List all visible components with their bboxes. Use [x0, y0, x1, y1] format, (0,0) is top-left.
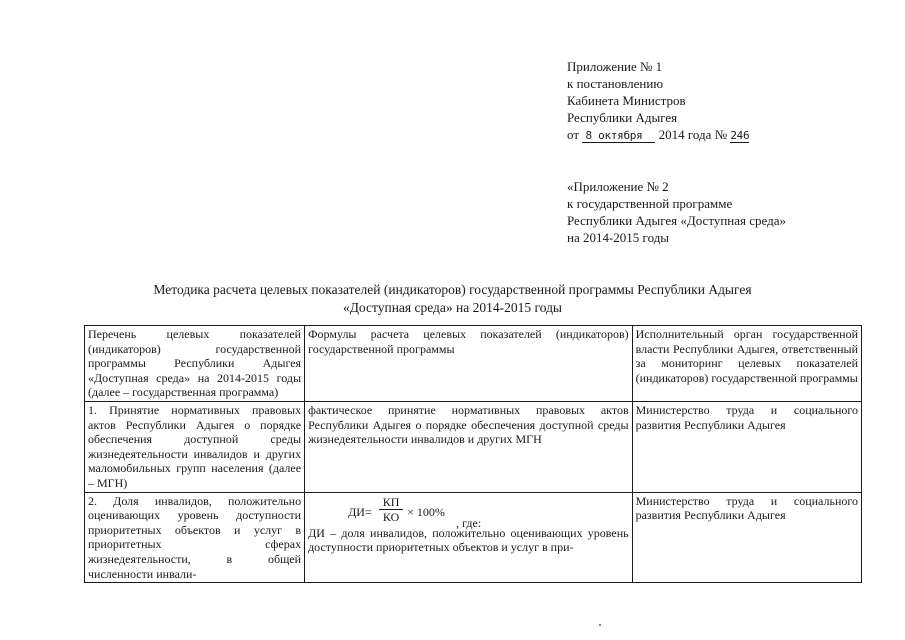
date-day-blank: [582, 128, 655, 143]
appendix-1-line3: Кабинета Министров: [567, 93, 686, 108]
document-title: [100, 281, 805, 317]
row2-formula-text: ДИ – доля инвалидов, положительно оценивающих уровень доступности приоритетных объектов и услуг в при-: [308, 525, 629, 555]
document-title-line1: Методика расчета целевых показателей (индикаторов) государственной программы Республики Адыгея: [153, 282, 752, 297]
row1-indicator: 1. Принятие нормативных правовых актов Республики Адыгея о порядке обеспечения доступной среды жизнедеятельности инвалидов и других маломобильных групп населения (далее – МГН): [85, 401, 305, 492]
date-day: 8 октября: [585, 129, 643, 142]
indicators-table: [84, 325, 862, 583]
formula-denominator: КО: [382, 509, 400, 524]
formula-rhs: × 100%: [407, 504, 445, 519]
row1-executor: Министерство труда и социального развития Республики Адыгея: [632, 401, 861, 492]
row2-formula-cell: [305, 492, 633, 583]
formula-lhs: ДИ=: [348, 504, 372, 519]
di-formula: [308, 494, 629, 530]
appendix-1-header: [567, 58, 749, 143]
header-formulas: Формулы расчета целевых показателей (индикаторов) государственной программы: [305, 326, 633, 402]
date-prefix: от: [567, 127, 580, 142]
table-row: [85, 492, 862, 583]
table-row: [85, 401, 862, 492]
appendix-2-line4: на 2014-2015 годы: [567, 230, 670, 245]
header-indicators: Перечень целевых показателей (индикаторов) государственной программы Республики Адыгея «Доступная среда» на 2014-2015 годы (далее – государственная программа): [85, 326, 305, 402]
appendix-1-date-line: [567, 126, 749, 143]
formula-fraction: [379, 496, 403, 524]
appendix-1-line4: Республики Адыгея: [567, 110, 678, 125]
scan-speck: [599, 624, 601, 626]
row1-formula: фактическое принятие нормативных правовых актов Республики Адыгея о порядке обеспечения доступной среды жизнедеятельности инвалидов и других МГН: [305, 401, 633, 492]
date-year: 2014 года №: [658, 127, 728, 142]
appendix-2-header: [567, 178, 786, 246]
appendix-2-line3: Республики Адыгея «Доступная среда»: [567, 213, 787, 228]
formula-numerator: КП: [379, 496, 403, 510]
appendix-2-title: «Приложение № 2: [567, 179, 669, 194]
number-blank: [730, 128, 749, 143]
document-title-line2: «Доступная среда» на 2014-2015 годы: [342, 300, 563, 315]
row2-executor: Министерство труда и социального развития Республики Адыгея: [632, 492, 861, 583]
appendix-1-line2: к постановлению: [567, 76, 664, 91]
decree-number: 246: [730, 129, 750, 142]
formula-where: , где:: [456, 515, 482, 530]
header-executor: Исполнительный орган государственной власти Республики Адыгея, ответственный за мониторинг целевых показателей (индикаторов) государственной программы: [632, 326, 861, 402]
appendix-1-title: Приложение № 1: [567, 59, 663, 74]
row2-indicator: 2. Доля инвалидов, положительно оценивающих уровень доступности приоритетных объектов и услуг в приоритетных сферах жизнедеятельности, в общей численности инвали-: [85, 492, 305, 583]
appendix-2-line2: к государственной программе: [567, 196, 733, 211]
table-header-row: [85, 326, 862, 402]
